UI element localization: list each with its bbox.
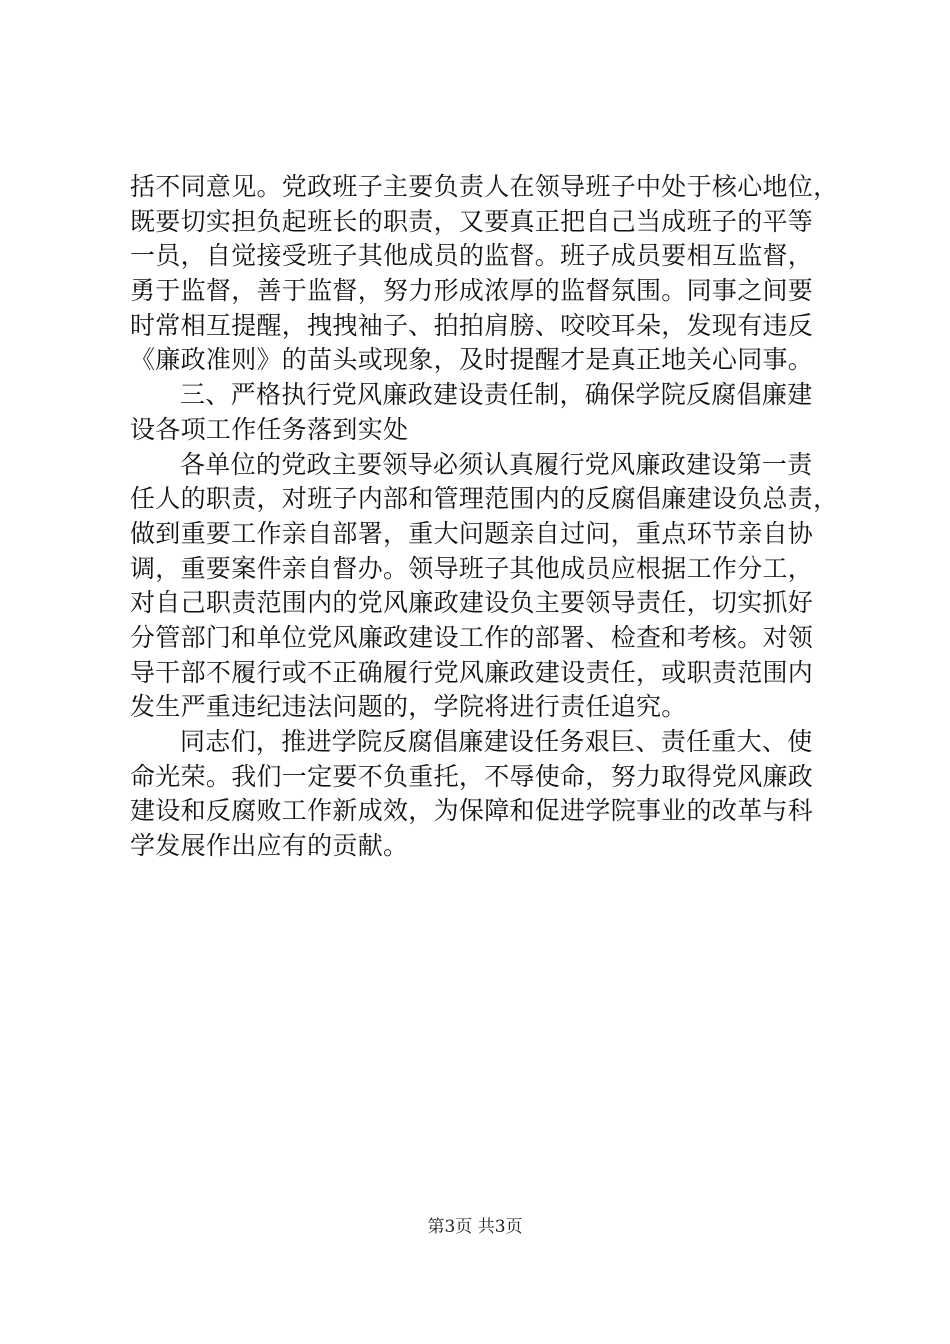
- text-line: 发生严重违纪违法问题的，学院将进行责任追究。: [130, 692, 687, 722]
- text-line: 导干部不履行或不正确履行党风廉政建设责任，或职责范围内: [130, 657, 814, 687]
- text-line: 调，重要案件亲自督办。领导班子其他成员应根据工作分工，: [130, 553, 814, 583]
- text-line: 命光荣。我们一定要不负重托，不辱使命，努力取得党风廉政: [130, 761, 814, 791]
- text-line: 做到重要工作亲自部署，重大问题亲自过问，重点环节亲自协: [130, 518, 814, 548]
- text-line: 建设和反腐败工作新成效，为保障和促进学院事业的改革与科: [130, 796, 814, 826]
- section-heading-line: 设各项工作任务落到实处: [130, 414, 409, 444]
- text-line: 一员，自觉接受班子其他成员的监督。班子成员要相互监督，: [130, 241, 814, 271]
- text-line: 各单位的党政主要领导必须认真履行党风廉政建设第一责: [180, 449, 813, 479]
- page-footer: 第3页 共3页: [427, 1217, 523, 1237]
- text-line: 学发展作出应有的贡献。: [130, 831, 409, 861]
- text-line: 同志们，推进学院反腐倡廉建设任务艰巨、责任重大、使: [180, 727, 813, 756]
- text-line: 勇于监督，善于监督，努力形成浓厚的监督氛围。同事之间要: [130, 276, 814, 306]
- text-line: 括不同意见。党政班子主要负责人在领导班子中处于核心地位，: [130, 172, 839, 201]
- text-line: 时常相互提醒，拽拽袖子、拍拍肩膀、咬咬耳朵，发现有违反: [130, 310, 814, 340]
- document-body: [130, 170, 839, 864]
- text-line: 分管部门和单位党风廉政建设工作的部署、检查和考核。对领: [130, 622, 814, 652]
- text-line: 既要切实担负起班长的职责，又要真正把自己当成班子的平等: [130, 206, 814, 236]
- text-line: 任人的职责，对班子内部和管理范围内的反腐倡廉建设负总责，: [130, 484, 839, 514]
- text-line: 对自己职责范围内的党风廉政建设负主要领导责任，切实抓好: [130, 588, 814, 618]
- text-line: 《廉政准则》的苗头或现象，及时提醒才是真正地关心同事。: [130, 345, 814, 375]
- section-heading-line: 三、严格执行党风廉政建设责任制，确保学院反腐倡廉建: [180, 380, 813, 410]
